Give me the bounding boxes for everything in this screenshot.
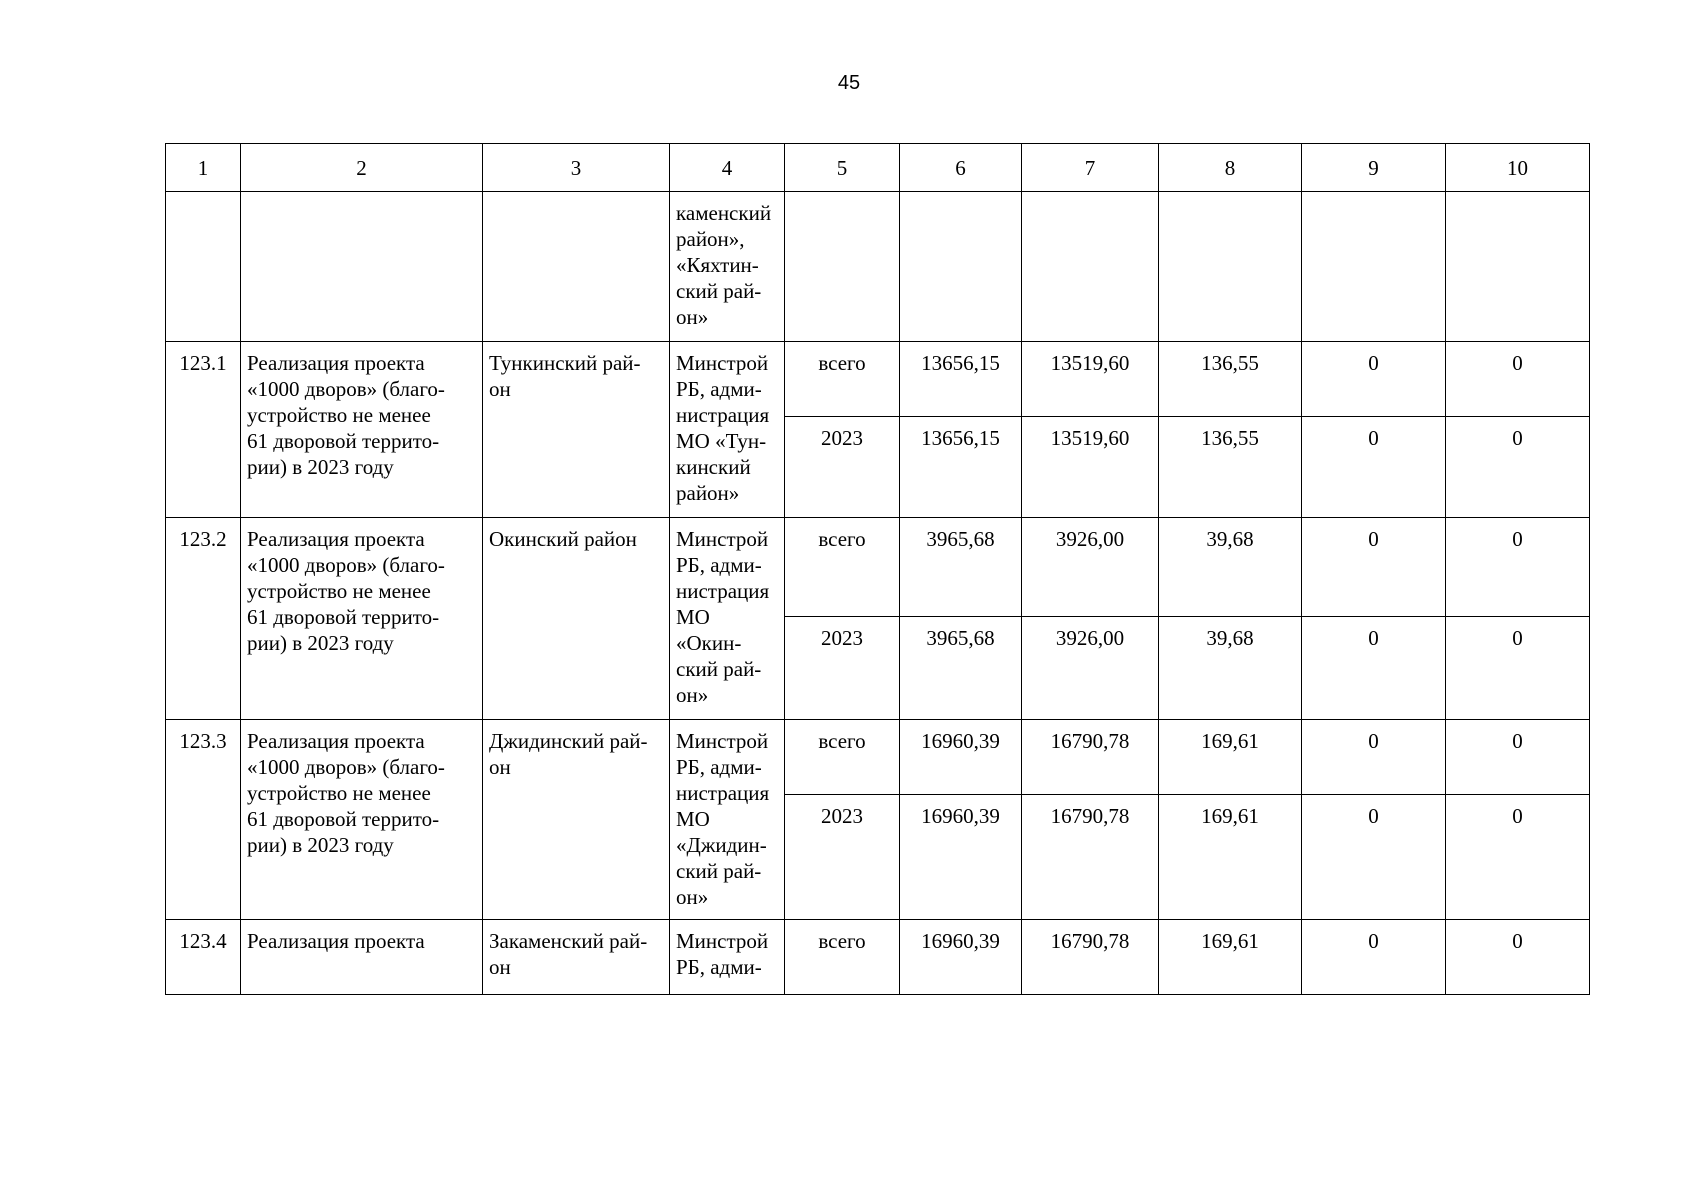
item-number: 123.1 (166, 342, 241, 518)
table-cell (241, 192, 483, 342)
value-cell-9: 0 (1302, 795, 1446, 920)
item-district: Джидинский рай- он (483, 720, 670, 920)
value-cell-9: 0 (1302, 617, 1446, 720)
value-cell-8: 169,61 (1159, 720, 1302, 795)
item-executor: Минстрой РБ, адми- нистрация МО «Тун- кинский район» (670, 342, 785, 518)
item-district: Закаменский рай- он (483, 920, 670, 995)
table-cell (1446, 192, 1590, 342)
value-cell-10: 0 (1446, 795, 1590, 920)
value-cell-10: 0 (1446, 417, 1590, 518)
budget-table (165, 143, 1590, 995)
item-name: Реализация проекта «1000 дворов» (благо- устройство не менее 61 дворовой террито- рии) в 2023 году (241, 342, 483, 518)
value-cell-6: 16960,39 (900, 720, 1022, 795)
value-cell-7: 16790,78 (1022, 720, 1159, 795)
header-cell: 10 (1446, 144, 1590, 192)
value-cell-9: 0 (1302, 720, 1446, 795)
period-cell: всего (785, 920, 900, 995)
period-cell: 2023 (785, 417, 900, 518)
value-cell-10: 0 (1446, 342, 1590, 417)
period-cell: 2023 (785, 795, 900, 920)
value-cell-6: 3965,68 (900, 617, 1022, 720)
period-cell: всего (785, 342, 900, 417)
value-cell-7: 13519,60 (1022, 417, 1159, 518)
value-cell-6: 16960,39 (900, 920, 1022, 995)
header-cell: 7 (1022, 144, 1159, 192)
header-cell: 9 (1302, 144, 1446, 192)
item-name: Реализация проекта (241, 920, 483, 995)
table-cell (1159, 192, 1302, 342)
item-executor: Минстрой РБ, адми- нистрация МО «Окин- ский рай- он» (670, 518, 785, 720)
value-cell-6: 13656,15 (900, 417, 1022, 518)
value-cell-10: 0 (1446, 518, 1590, 617)
header-cell: 2 (241, 144, 483, 192)
header-cell: 3 (483, 144, 670, 192)
header-row (166, 144, 1590, 192)
page-number: 45 (837, 72, 861, 94)
item-name: Реализация проекта «1000 дворов» (благо- устройство не менее 61 дворовой террито- рии) в 2023 году (241, 518, 483, 720)
table-cell (1022, 192, 1159, 342)
table-row (166, 920, 1590, 995)
table-row (166, 518, 1590, 617)
table-cell (166, 192, 241, 342)
header-cell: 4 (670, 144, 785, 192)
value-cell-8: 169,61 (1159, 920, 1302, 995)
header-cell: 8 (1159, 144, 1302, 192)
value-cell-9: 0 (1302, 518, 1446, 617)
item-number: 123.2 (166, 518, 241, 720)
value-cell-8: 136,55 (1159, 342, 1302, 417)
value-cell-7: 3926,00 (1022, 617, 1159, 720)
value-cell-6: 3965,68 (900, 518, 1022, 617)
value-cell-7: 16790,78 (1022, 920, 1159, 995)
value-cell-9: 0 (1302, 920, 1446, 995)
period-cell: всего (785, 518, 900, 617)
item-executor: Минстрой РБ, адми- нистрация МО «Джидин- ский рай- он» (670, 720, 785, 920)
value-cell-9: 0 (1302, 342, 1446, 417)
header-cell: 1 (166, 144, 241, 192)
item-number: 123.3 (166, 720, 241, 920)
table-row (166, 342, 1590, 417)
table-row (166, 720, 1590, 795)
table-cell (785, 192, 900, 342)
executor-cell: каменский район», «Кяхтин- ский рай- он» (670, 192, 785, 342)
value-cell-8: 39,68 (1159, 518, 1302, 617)
item-executor: Минстрой РБ, адми- (670, 920, 785, 995)
value-cell-7: 13519,60 (1022, 342, 1159, 417)
value-cell-8: 39,68 (1159, 617, 1302, 720)
value-cell-10: 0 (1446, 720, 1590, 795)
table-cell (483, 192, 670, 342)
period-cell: всего (785, 720, 900, 795)
period-cell: 2023 (785, 617, 900, 720)
value-cell-7: 16790,78 (1022, 795, 1159, 920)
value-cell-8: 169,61 (1159, 795, 1302, 920)
value-cell-6: 16960,39 (900, 795, 1022, 920)
header-cell: 5 (785, 144, 900, 192)
header-cell: 6 (900, 144, 1022, 192)
continuation-row (166, 192, 1590, 342)
value-cell-6: 13656,15 (900, 342, 1022, 417)
item-district: Окинский район (483, 518, 670, 720)
value-cell-8: 136,55 (1159, 417, 1302, 518)
table-cell (1302, 192, 1446, 342)
value-cell-7: 3926,00 (1022, 518, 1159, 617)
item-name: Реализация проекта «1000 дворов» (благо- устройство не менее 61 дворовой террито- рии) в 2023 году (241, 720, 483, 920)
item-district: Тункинский рай- он (483, 342, 670, 518)
value-cell-9: 0 (1302, 417, 1446, 518)
value-cell-10: 0 (1446, 617, 1590, 720)
table-cell (900, 192, 1022, 342)
item-number: 123.4 (166, 920, 241, 995)
value-cell-10: 0 (1446, 920, 1590, 995)
